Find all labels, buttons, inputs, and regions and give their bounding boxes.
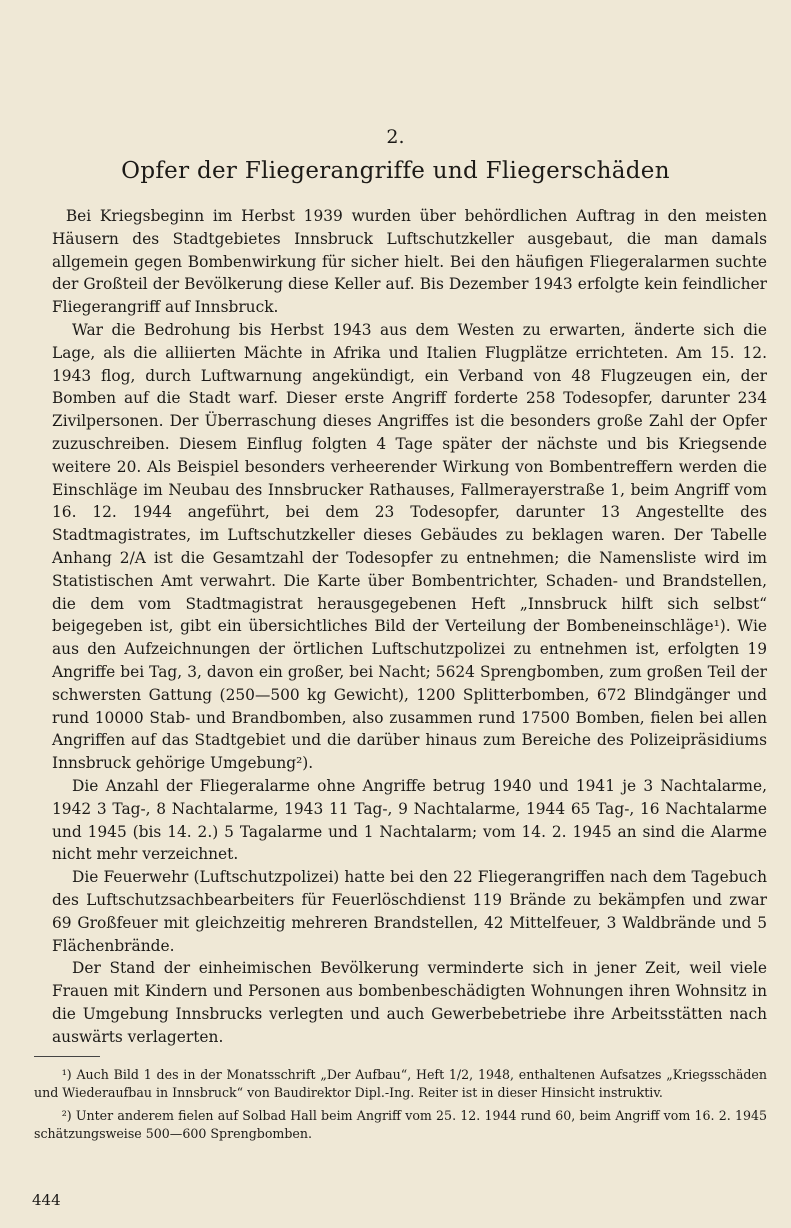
section-number: 2.	[386, 126, 405, 148]
page-number: 444	[32, 1191, 61, 1209]
footnotes	[34, 1066, 767, 1148]
section-title: Opfer der Fliegerangriffe und Fliegerschäden	[121, 158, 670, 184]
paragraph: War die Bedrohung bis Herbst 1943 aus dem Westen zu erwarten, änderte sich die Lage, als die alliierten Mächte in Afrika und Italien Flugplätze errichteten. Am 15. 12. 1943 flog, durch Luftwarnung angekündigt, ein Verband von 48 Flugzeugen ein, der Bomben auf die Stadt warf. Dieser erste Angriff forderte 258 Todesopfer, darunter 234 Zivilpersonen. Der Überraschung dieses Angriffes ist die besonders große Zahl der Opfer zuzuschreiben. Diesem Einflug folgten 4 Tage später der nächste und bis Kriegsende weitere 20. Als Beispiel besonders verheerender Wirkung von Bombentreffern werden die Einschläge im Neubau des Innsbrucker Rathauses, Fallmerayerstraße 1, beim Angriff vom 16. 12. 1944 angeführt, bei dem 23 Todesopfer, darunter 13 Angestellte des Stadtmagistrates, im Luftschutzkeller dieses Gebäudes zu beklagen waren. Der Tabelle Anhang 2/A ist die Gesamtzahl der Todesopfer zu entnehmen; die Namensliste wird im Statistischen Amt verwahrt. Die Karte über Bombentrichter, Schaden- und Brandstellen, die dem vom Stadtmagistrat herausgegebenen Heft „Innsbruck hilft sich selbst“ beigegeben ist, gibt ein übersichtliches Bild der Verteilung der Bombeneinschläge¹). Wie aus den Aufzeichnungen der örtlichen Luftschutzpolizei zu entnehmen ist, erfolgten 19 Angriffe bei Tag, 3, davon ein großer, bei Nacht; 5624 Sprengbomben, zum großen Teil der schwersten Gattung (250—500 kg Gewicht), 1200 Splitterbomben, 672 Blindgänger und rund 10000 Stab- und Brandbomben, also zusammen rund 17500 Bomben, fielen bei allen Angriffen auf das Stadtgebiet und die darüber hinaus zum Bereiche des Polizeipräsidiums Innsbruck gehörige Umgebung²).	[52, 320, 767, 773]
paragraph: Die Feuerwehr (Luftschutzpolizei) hatte bei den 22 Fliegerangriffen nach dem Tagebuch des Luftschutzsachbearbeiters für Feuerlöschdienst 119 Brände zu bekämpfen und zwar 69 Großfeuer mit gleichzeitig mehreren Brandstellen, 42 Mittelfeuer, 3 Waldbrände und 5 Flächenbrände.	[52, 868, 767, 955]
paragraph: Bei Kriegsbeginn im Herbst 1939 wurden über behördlichen Auftrag in den meisten Häusern des Stadtgebietes Innsbruck Luftschutzkeller ausgebaut, die man damals allgemein gegen Bombenwirkung für sicher hielt. Bei den häufigen Fliegeralarmen suchte der Großteil der Bevölkerung diese Keller auf. Bis Dezember 1943 erfolgte kein feindlicher Fliegerangriff auf Innsbruck.	[52, 207, 767, 317]
paragraph: Die Anzahl der Fliegeralarme ohne Angriffe betrug 1940 und 1941 je 3 Nachtalarme, 1942 3 Tag-, 8 Nachtalarme, 1943 11 Tag-, 9 Nachtalarme, 1944 65 Tag-, 16 Nachtalarme und 1945 (bis 14. 2.) 5 Tagalarme und 1 Nachtalarm; vom 14. 2. 1945 an sind die Alarme nicht mehr verzeichnet.	[52, 776, 767, 864]
footnote: ¹) Auch Bild 1 des in der Monatsschrift „Der Aufbau“, Heft 1/2, 1948, enthaltenen Aufsatzes „Kriegsschäden und Wiederaufbau in Innsbruck“ von Baudirektor Dipl.-Ing. Reiter ist in dieser Hinsicht instruktiv.	[34, 1067, 767, 1100]
paragraph: Der Stand der einheimischen Bevölkerung verminderte sich in jener Zeit, weil viele Frauen mit Kindern und Personen aus bombenbeschädigten Wohnungen ihren Wohnsitz in die Umgebung Innsbrucks verlegten und auch Gewerbebetriebe ihre Arbeitsstätten nach auswärts verlagerten.	[52, 959, 767, 1046]
footnote: ²) Unter anderem fielen auf Solbad Hall beim Angriff vom 25. 12. 1944 rund 60, beim Angriff vom 16. 2. 1945 schätzungsweise 500—600 Sprengbomben.	[34, 1108, 767, 1141]
footnote-divider	[34, 1056, 100, 1057]
body-text	[52, 205, 767, 1048]
